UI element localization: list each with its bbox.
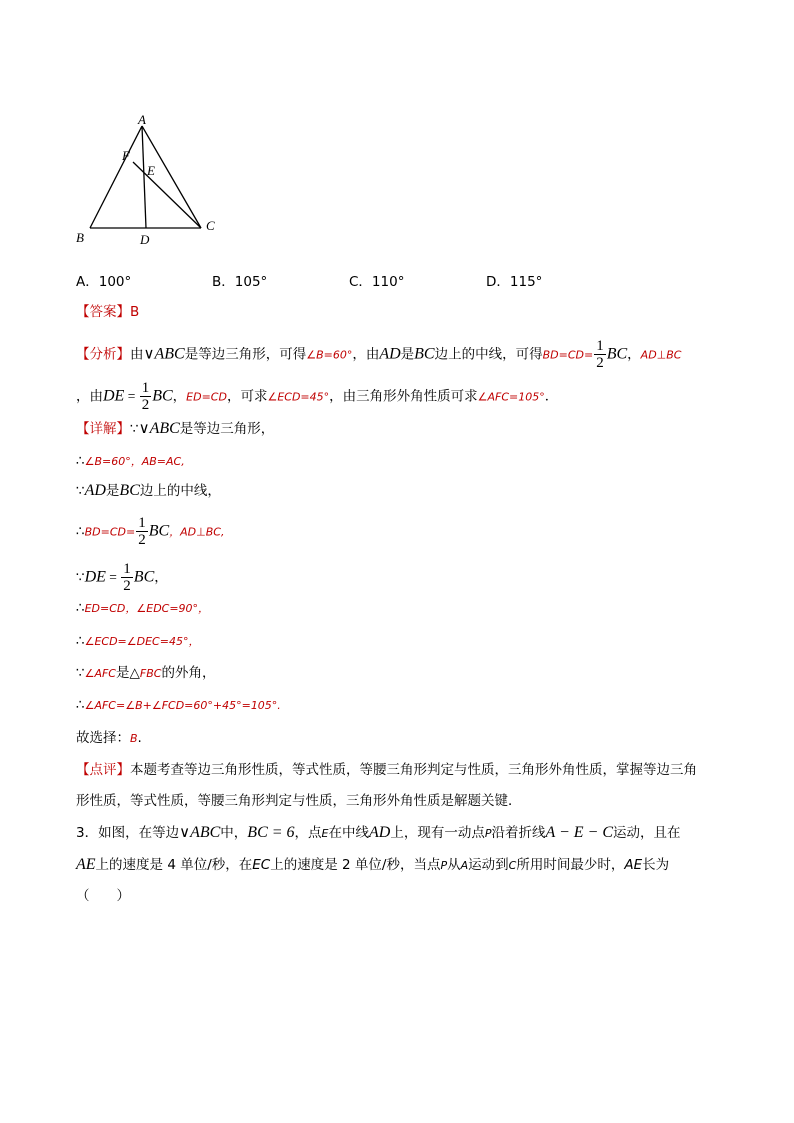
math-c: C [508, 859, 517, 872]
detail-math: BD=CD= [84, 525, 136, 539]
question-text: 上的速度是 2 单位/秒，当点 [270, 857, 441, 873]
math-ae: AE [76, 856, 96, 873]
answer-tag: 【答案】 [76, 304, 130, 320]
analysis-text: ， [172, 388, 187, 405]
math-ad-perp-bc: AD⊥BC [640, 348, 682, 362]
math-ec: EC [252, 857, 271, 873]
comment-tag: 【点评】 [76, 762, 130, 778]
because-symbol: ∵ [76, 665, 85, 681]
math-ed-cd: ED=CD [186, 390, 227, 404]
math-bc: BC [606, 345, 628, 363]
analysis-text: ，可求 [226, 388, 268, 405]
detail-line-1 [76, 418, 274, 439]
label-e: E [147, 163, 155, 178]
detail-math: FBC [139, 667, 162, 680]
detail-text: 是 [105, 483, 120, 499]
fraction-numerator: 1 [123, 561, 131, 577]
label-a: A [138, 112, 146, 127]
because-symbol: ∵ [76, 483, 85, 499]
detail-math: ED=CD，∠EDC=90°， [84, 602, 210, 615]
fraction-numerator: 1 [138, 515, 146, 531]
option-a: A．100° [76, 274, 132, 290]
math-p: P [484, 827, 492, 840]
detail-line-5 [76, 561, 168, 594]
math-abc: ABC [149, 420, 180, 437]
triangle-symbol: ∨ [143, 344, 155, 363]
math-angle-ecd: ∠ECD=45° [267, 390, 330, 404]
detail-text: ， [154, 569, 168, 586]
question3-answer-blank: （ ） [76, 888, 130, 904]
analysis-line-1 [76, 338, 681, 371]
therefore-symbol: ∴ [76, 633, 85, 649]
math-bc: BC [119, 482, 140, 499]
label-b: B [76, 230, 84, 245]
analysis-line-2 [76, 380, 558, 413]
analysis-text: 是 [400, 346, 415, 363]
question3-line-2 [76, 855, 669, 876]
segment-fc [133, 162, 201, 228]
question-text: 上，现有一动点 [390, 825, 485, 841]
math-abc: ABC [190, 824, 221, 841]
detail-line-4 [76, 515, 224, 548]
question-text: 沿着折线 [491, 825, 546, 841]
question-text: 长为 [642, 857, 670, 873]
side-ab [90, 126, 142, 228]
analysis-text: 由 [130, 346, 144, 363]
label-d: D [140, 232, 150, 247]
detail-text: 的外角， [161, 665, 216, 681]
question-text: 运动，且在 [613, 825, 681, 841]
triangle-symbol: ∨ [138, 419, 150, 437]
math-abc: ABC [154, 345, 185, 363]
analysis-tag: 【分析】 [76, 346, 130, 363]
math-equals: = [124, 388, 139, 404]
math-equals: = [105, 569, 121, 585]
detail-text: 是△ [116, 665, 140, 681]
detail-line-9 [76, 695, 281, 716]
math-angle-b: ∠B=60° [306, 348, 353, 362]
analysis-text: ，由 [76, 388, 103, 405]
fraction-denominator: 2 [141, 397, 150, 413]
question-text: 运动到 [468, 857, 509, 873]
label-c: C [206, 218, 215, 233]
math-ae: AE [624, 857, 643, 873]
median-ad [142, 126, 146, 228]
option-b: B．105° [212, 274, 268, 290]
therefore-symbol: ∴ [76, 523, 85, 540]
math-angle-afc: ∠AFC=105° [477, 390, 545, 404]
fraction-numerator: 1 [596, 338, 604, 354]
math-ad: AD [369, 824, 391, 841]
analysis-text: ，由三角形外角性质可求 [329, 388, 478, 405]
detail-text: 是等边三角形， [179, 421, 275, 437]
therefore-symbol: ∴ [76, 600, 85, 616]
math-path-aec: A − E − C [545, 824, 613, 841]
detail-line-7 [76, 631, 199, 652]
analysis-text: 边上的中线，可得 [434, 346, 543, 363]
detail-line-3 [76, 481, 221, 501]
math-bd-cd: BD=CD= [542, 348, 594, 362]
detail-line-8 [76, 663, 215, 684]
detail-math: ∠AFC [84, 667, 116, 680]
detail-text: 故选择： [76, 730, 130, 746]
fraction-denominator: 2 [596, 355, 604, 371]
math-e: E [321, 827, 329, 840]
math-bc: BC [148, 522, 170, 540]
comment-line-1 [76, 760, 697, 780]
fraction-half [594, 338, 606, 371]
fraction-denominator: 2 [123, 578, 131, 594]
triangle-figure [70, 108, 230, 250]
fraction-denominator: 2 [138, 532, 146, 548]
label-f: F [122, 148, 130, 163]
comment-text: 本题考查等边三角形性质，等式性质，等腰三角形判定与性质，三角形外角性质，掌握等边三角 [130, 762, 697, 778]
analysis-text: ． [544, 388, 559, 405]
fraction-half [136, 515, 148, 548]
fraction-half [121, 561, 133, 594]
question-text: ，点 [294, 825, 322, 841]
comment-line-2: 形性质，等式性质，等腰三角形判定与性质，三角形外角性质是解题关键． [76, 793, 522, 809]
detail-text: 边上的中线， [139, 483, 221, 499]
answer-line [76, 302, 139, 322]
detail-line-2 [76, 451, 185, 472]
option-d: D．115° [486, 274, 543, 290]
math-de: DE [103, 387, 125, 405]
question-text: 在中线 [328, 825, 369, 841]
detail-math: ∠B=60°，AB=AC, [84, 455, 185, 468]
detail-math: ∠AFC=∠B+∠FCD=60°+45°=105°. [84, 699, 281, 712]
therefore-symbol: ∴ [76, 697, 85, 713]
math-a: A [460, 859, 469, 872]
question-text: 3．如图，在等边 [76, 825, 180, 841]
math-p: P [440, 859, 448, 872]
question3-line-1 [76, 822, 681, 844]
analysis-text: 是等边三角形，可得 [184, 346, 307, 363]
math-bc-equals-6: BC = 6 [247, 824, 295, 841]
therefore-symbol: ∴ [76, 453, 85, 469]
question-text: 中， [220, 825, 248, 841]
detail-tag: 【详解】 [76, 421, 130, 437]
detail-text: . [137, 730, 142, 746]
math-bc: BC [133, 568, 155, 586]
detail-math: ，AD⊥BC, [169, 525, 225, 539]
detail-choose-line [76, 728, 142, 749]
answer-value: B [130, 304, 140, 320]
detail-math: ∠ECD=∠DEC=45°， [84, 635, 200, 648]
question-text: 从 [447, 857, 461, 873]
math-bc: BC [152, 387, 173, 405]
option-c: C．110° [349, 274, 405, 290]
math-bc: BC [414, 345, 435, 363]
analysis-text: ， [627, 346, 641, 363]
detail-line-6 [76, 598, 209, 619]
fraction-numerator: 1 [141, 380, 150, 396]
fraction-half [140, 380, 152, 413]
detail-math: B [130, 732, 138, 745]
because-symbol: ∵ [76, 569, 85, 586]
question-text: 所用时间最少时， [516, 857, 625, 873]
math-ad: AD [84, 482, 106, 499]
question-text: 上的速度是 4 单位/秒，在 [95, 857, 253, 873]
triangle-symbol: ∨ [179, 823, 191, 841]
math-ad: AD [379, 345, 401, 363]
analysis-text: ，由 [352, 346, 380, 363]
math-de: DE [84, 568, 106, 586]
because-symbol: ∵ [130, 421, 139, 437]
